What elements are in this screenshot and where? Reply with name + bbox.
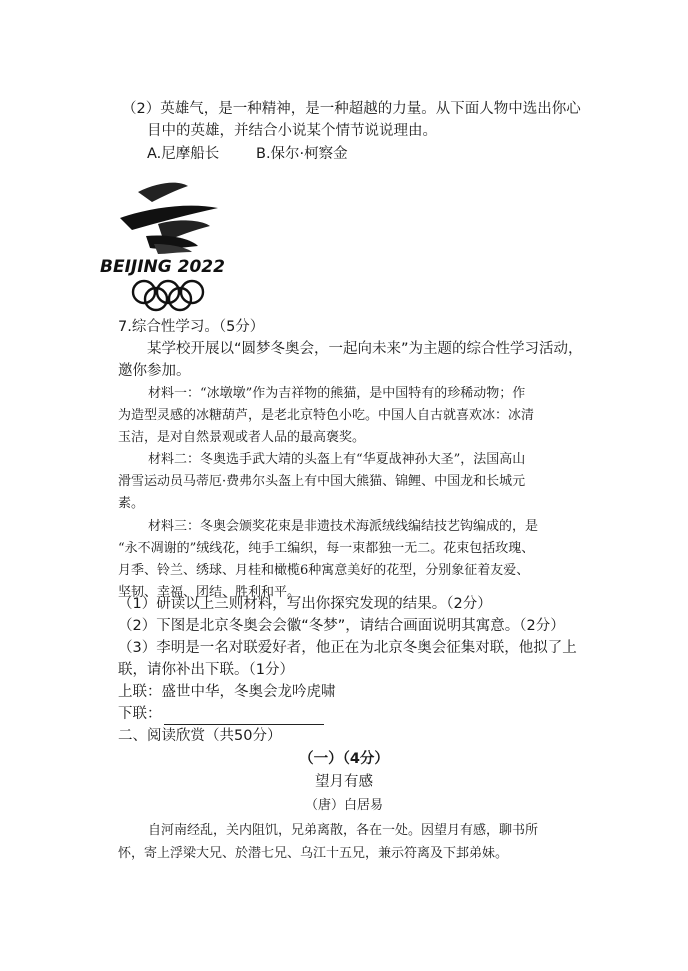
q7-intro-2: 邀你参加。 <box>118 363 191 379</box>
couplet-upper: 上联：盛世中华，冬奥会龙吟虎啸 <box>118 684 336 700</box>
q7-sub-3-line-1: （3）李明是一名对联爱好者，他正在为北京冬奥会征集对联，他拟了上 <box>118 640 577 656</box>
q7-intro-1: 某学校开展以“圆梦冬奥会，一起向未来”为主题的综合性学习活动， <box>147 341 583 357</box>
q7-sub-2: （2）下图是北京冬奥会会徽“冬梦”，请结合画面说明其寓意。（2分） <box>118 618 565 634</box>
q2-option-a: A.尼摩船长 <box>147 146 220 162</box>
material-3-line-1: 材料三：冬奥会颁奖花束是非遗技术海派绒线编结技艺钩编成的，是 <box>148 519 539 534</box>
couplet-lower-label: 下联： <box>118 706 162 722</box>
beijing-2022-emblem-icon <box>98 178 256 314</box>
q7-sub-3-line-2: 联，请你补出下联。（1分） <box>118 662 294 678</box>
material-1-line-1: 材料一：“冰墩墩”作为吉祥物的熊猫，是中国特有的珍稀动物；作 <box>148 386 526 401</box>
material-2-line-1: 材料二：冬奥选手武大靖的头盔上有“华夏战神孙大圣”，法国高山 <box>148 452 526 467</box>
material-1-line-3: 玉洁，是对自然景观或者人品的最高褒奖。 <box>118 430 366 445</box>
poem-author: （唐）白居易 <box>304 798 383 813</box>
material-2-line-2: 滑雪运动员马蒂厄·费弗尔头盔上有中国大熊猫、锦鲤、中国龙和长城元 <box>118 474 526 489</box>
material-3-line-4: 坚韧、幸福、团结、胜利和平。 <box>118 585 301 600</box>
material-1-line-2: 为造型灵感的冰糖葫芦，是老北京特色小吃。中国人自古就喜欢冰：冰清 <box>118 408 535 423</box>
part-1-heading: （一）（4分） <box>299 751 389 767</box>
q2-line-1: （2）英雄气，是一种精神，是一种超越的力量。从下面人物中选出你心 <box>122 101 581 117</box>
poem-title: 望月有感 <box>315 774 373 790</box>
q7-heading: 7.综合性学习。（5分） <box>118 319 265 335</box>
material-3-line-2: “永不凋谢的”绒线花，纯手工编织，每一束都独一无二。花束包括玫瑰、 <box>118 541 535 556</box>
material-3-line-3: 月季、铃兰、绣球、月桂和橄榄6种寓意美好的花型，分别象征着友爱、 <box>118 563 530 578</box>
svg-text:BEIJING 2022: BEIJING 2022 <box>100 257 225 277</box>
couplet-lower-blank <box>164 708 324 725</box>
couplet-lower <box>118 703 324 725</box>
section-2-heading: 二、阅读欣赏（共50分） <box>118 728 282 744</box>
q2-option-b: B.保尔·柯察金 <box>256 146 348 162</box>
preface-line-2: 怀，寄上浮梁大兄、於潜七兄、乌江十五兄，兼示符离及下邽弟妹。 <box>118 846 509 861</box>
material-2-line-3: 素。 <box>118 496 145 511</box>
q7-sub-1: （1）研读以上三则材料，写出你探究发现的结果。（2分） <box>118 596 492 612</box>
preface-line-1: 自河南经乱，关内阻饥，兄弟离散，各在一处。因望月有感，聊书所 <box>148 823 539 838</box>
q2-line-2: 目中的英雄，并结合小说某个情节说说理由。 <box>147 123 437 139</box>
